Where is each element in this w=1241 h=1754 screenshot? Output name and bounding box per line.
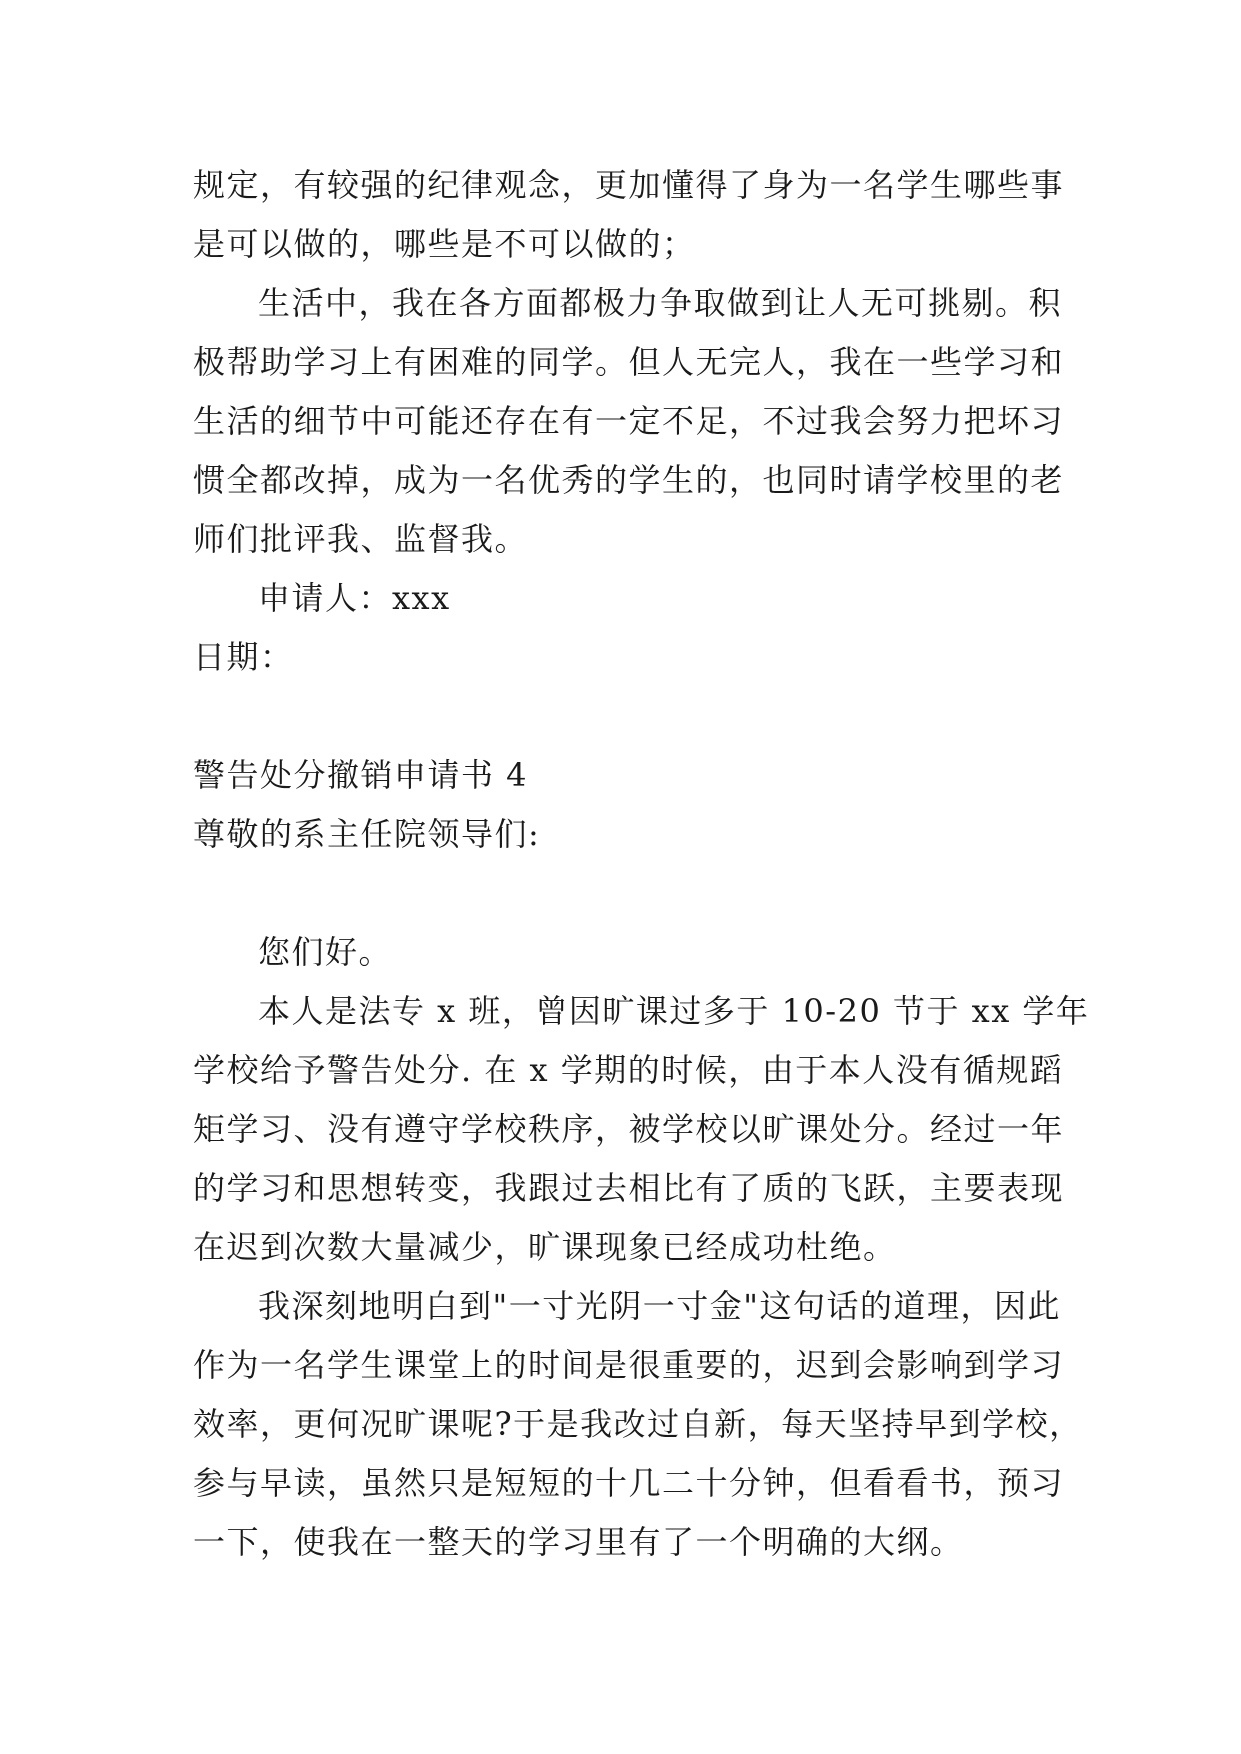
body-line: 是可以做的，哪些是不可以做的； <box>193 225 696 263</box>
salutation: 尊敬的系主任院领导们: <box>193 815 541 853</box>
body-line: 参与早读，虽然只是短短的十几二十分钟，但看看书，预习 <box>193 1464 1065 1502</box>
body-line: 的学习和思想转变，我跟过去相比有了质的飞跃，主要表现 <box>193 1169 1065 1207</box>
paragraph-start-line: 生活中，我在各方面都极力争取做到让人无可挑剔。积 <box>258 284 1063 322</box>
paragraph-start-line: 我深刻地明白到"一寸光阴一寸金"这句话的道理，因此 <box>258 1287 1061 1325</box>
paragraph-start-line: 本人是法专 x 班，曾因旷课过多于 10-20 节于 xx 学年 <box>258 992 1090 1030</box>
body-line: 师们批评我、监督我。 <box>193 520 529 558</box>
greeting: 您们好。 <box>258 933 393 971</box>
body-line: 生活的细节中可能还存在有一定不足，不过我会努力把坏习 <box>193 402 1065 440</box>
body-line: 在迟到次数大量减少，旷课现象已经成功杜绝。 <box>193 1228 897 1266</box>
date-line: 日期： <box>193 638 294 676</box>
body-line: 一下，使我在一整天的学习里有了一个明确的大纲。 <box>193 1523 964 1561</box>
body-line: 作为一名学生课堂上的时间是很重要的，迟到会影响到学习 <box>193 1346 1065 1384</box>
body-line: 惯全都改掉，成为一名优秀的学生的，也同时请学校里的老 <box>193 461 1065 499</box>
applicant-line: 申请人：xxx <box>258 579 451 617</box>
body-line: 效率，更何况旷课呢?于是我改过自新，每天坚持早到学校， <box>193 1405 1083 1443</box>
body-line: 规定，有较强的纪律观念，更加懂得了身为一名学生哪些事 <box>193 166 1065 204</box>
body-line: 学校给予警告处分. 在 x 学期的时候，由于本人没有循规蹈 <box>193 1051 1064 1089</box>
body-line: 极帮助学习上有困难的同学。但人无完人，我在一些学习和 <box>193 343 1065 381</box>
body-line: 矩学习、没有遵守学校秩序，被学校以旷课处分。经过一年 <box>193 1110 1065 1148</box>
section-title: 警告处分撤销申请书 4 <box>193 756 529 794</box>
